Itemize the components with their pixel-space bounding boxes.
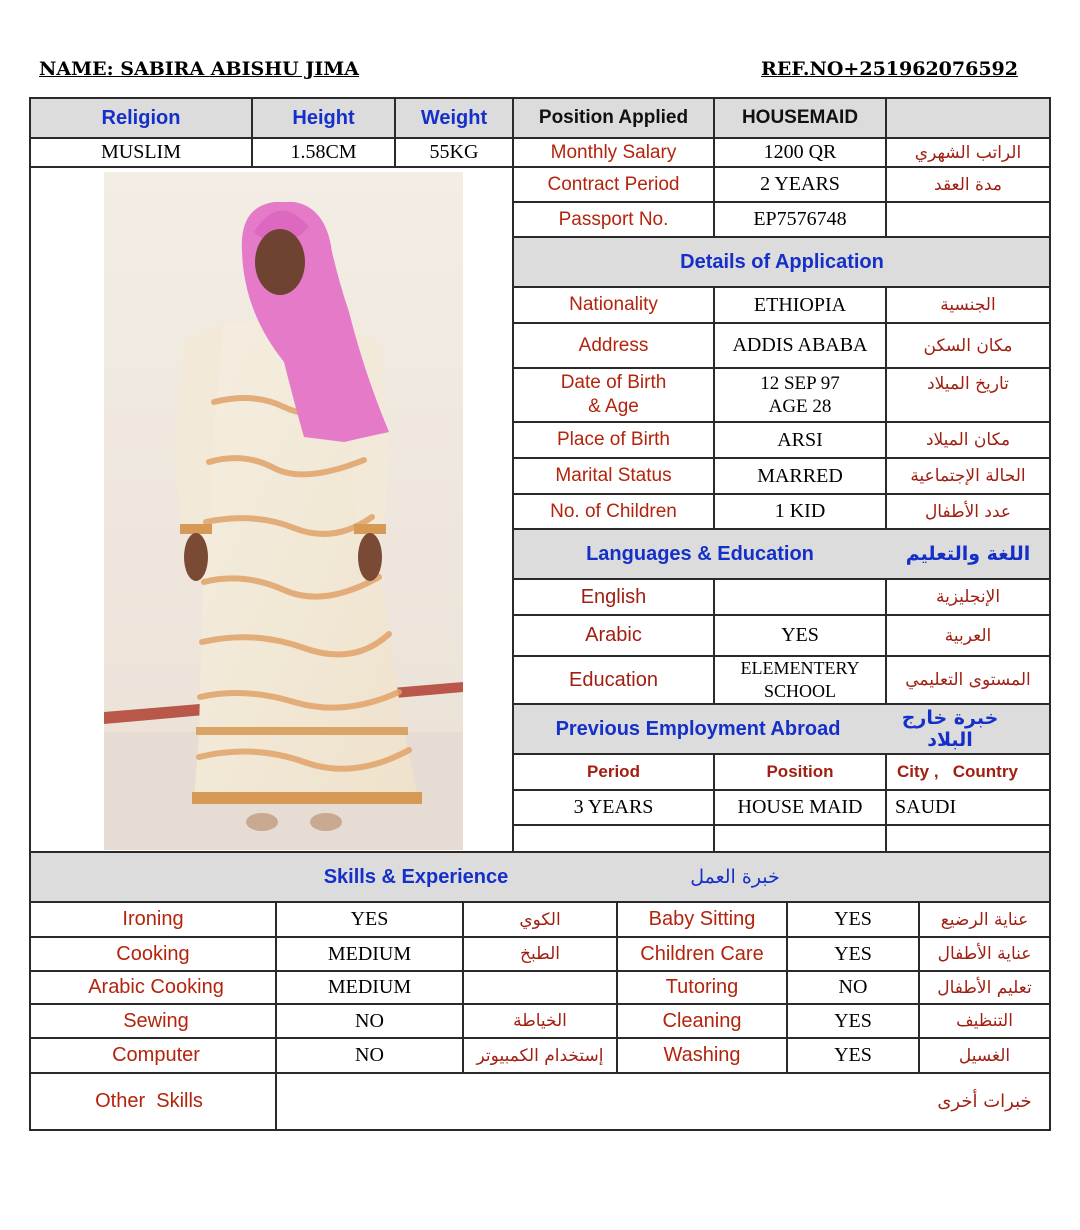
candidate-name: NAME: SABIRA ABISHU JIMA (39, 58, 360, 80)
skill-cleaning-arabic: التنظيف (956, 1011, 1013, 1031)
marital-status-arabic: الحالة الإجتماعية (910, 466, 1026, 486)
marital-status-label: Marital Status (555, 465, 672, 486)
education-arabic: المستوى التعليمي (905, 670, 1031, 690)
passport-label: Passport No. (558, 208, 669, 230)
skills-heading-band (30, 853, 1050, 902)
skill-baby-sitting-value: YES (834, 908, 872, 930)
arabic-arabic: العربية (944, 625, 992, 646)
english-value (715, 580, 885, 614)
skills-heading-arabic: خبرة العمل (690, 866, 780, 888)
place-of-birth-arabic: مكان الميلاد (925, 430, 1011, 450)
skill-tutoring-arabic: تعليم الأطفال (937, 977, 1032, 998)
monthly-salary-value: 1200 QR (763, 141, 837, 163)
place-of-birth-label: Place of Birth (557, 429, 670, 450)
nationality-value: ETHIOPIA (753, 293, 847, 316)
dob-label (514, 369, 713, 421)
employment-heading-arabic: خبرة خارج البلاد (901, 707, 999, 751)
skill-cooking-label: Cooking (116, 942, 190, 965)
grid-line (513, 824, 1051, 826)
children-label: No. of Children (550, 500, 677, 522)
religion-label: Religion (101, 106, 181, 129)
skill-washing-value: YES (834, 1044, 872, 1066)
skill-arabic-cooking-value: MEDIUM (327, 976, 412, 998)
children-value: 1 KID (774, 500, 826, 522)
education-value-line2: SCHOOL (763, 681, 836, 701)
dob-value (715, 369, 885, 421)
languages-heading-arabic: اللغة والتعليم (905, 543, 1031, 565)
skill-computer-arabic: إستخدام الكمبيوتر (476, 1045, 604, 1066)
weight-label: Weight (420, 106, 488, 129)
details-heading: Details of Application (680, 250, 884, 273)
education-label: Education (569, 668, 658, 691)
skill-children-care-arabic: عناية الأطفال (937, 944, 1032, 964)
skill-ironing-arabic: الكوي (519, 909, 561, 930)
height-label: Height (292, 106, 355, 129)
address-label: Address (578, 334, 649, 356)
height-value: 1.58CM (290, 141, 357, 163)
employment-heading: Previous Employment Abroad (555, 717, 841, 740)
employment-col-period: Period (587, 762, 640, 781)
arabic-label: Arabic (585, 624, 642, 646)
dob-age: AGE 28 (768, 396, 832, 417)
address-value: ADDIS ABABA (732, 334, 868, 356)
arabic-value: YES (781, 624, 819, 646)
skill-sewing-value: NO (355, 1009, 384, 1032)
skill-children-care-value: YES (834, 942, 872, 965)
marital-status-value: MARRED (757, 464, 843, 487)
candidate-photo (104, 172, 463, 850)
skill-washing-label: Washing (663, 1044, 741, 1066)
weight-value: 55KG (429, 141, 479, 163)
english-arabic: الإنجليزية (935, 587, 1001, 607)
contract-period-value: 2 YEARS (760, 173, 840, 195)
skill-children-care-label: Children Care (640, 942, 764, 965)
employment-position-value: HOUSE MAID (737, 796, 863, 818)
nationality-arabic: الجنسية (940, 295, 996, 315)
employment-col-position: Position (766, 762, 834, 781)
skill-tutoring-label: Tutoring (665, 976, 739, 998)
skill-cleaning-value: YES (834, 1009, 872, 1032)
employment-country-value: SAUDI (895, 796, 957, 818)
skill-cleaning-label: Cleaning (662, 1009, 742, 1032)
employment-period-value: 3 YEARS (573, 796, 654, 818)
grid-line (885, 97, 887, 237)
other-skills-arabic: خبرات أخرى (937, 1091, 1032, 1112)
reference-number: REF.NO+251962076592 (761, 58, 1018, 80)
nationality-label: Nationality (569, 294, 658, 315)
skill-ironing-value: YES (350, 908, 389, 930)
skill-arabic-cooking-label: Arabic Cooking (88, 976, 224, 998)
skill-baby-sitting-label: Baby Sitting (648, 908, 756, 930)
skill-computer-value: NO (355, 1044, 384, 1066)
education-value-line1: ELEMENTERY (740, 658, 860, 678)
skill-sewing-label: Sewing (123, 1009, 189, 1032)
monthly-salary-arabic: الراتب الشهري (914, 142, 1022, 163)
employment-col-city-country: City , Country (897, 762, 1018, 781)
skill-cooking-arabic: الطبخ (520, 944, 560, 964)
education-value (715, 657, 885, 703)
other-skills-label: Other Skills (95, 1090, 203, 1112)
dob-label-line1: Date of Birth (560, 372, 667, 393)
dob-label-line2: & Age (588, 396, 639, 417)
monthly-salary-label: Monthly Salary (550, 141, 677, 163)
skill-washing-arabic: الغسيل (958, 1045, 1011, 1066)
skill-ironing-label: Ironing (122, 908, 184, 930)
position-applied-value: HOUSEMAID (741, 107, 859, 128)
skill-computer-label: Computer (112, 1044, 200, 1066)
english-label: English (580, 585, 647, 608)
skill-tutoring-value: NO (838, 976, 868, 998)
contract-period-arabic: مدة العقد (934, 174, 1002, 195)
skill-baby-sitting-arabic: عناية الرضيع (940, 909, 1029, 930)
children-arabic: عدد الأطفال (924, 501, 1012, 522)
skill-cooking-value: MEDIUM (327, 942, 412, 965)
languages-heading: Languages & Education (586, 542, 814, 565)
passport-value: EP7576748 (753, 208, 847, 230)
dob-arabic: تاريخ الميلاد (927, 374, 1009, 394)
skills-heading: Skills & Experience (323, 865, 509, 888)
place-of-birth-value: ARSI (777, 428, 823, 451)
skill-sewing-arabic: الخياطة (513, 1011, 567, 1031)
grid-line (29, 851, 1051, 853)
religion-value: MUSLIM (100, 141, 181, 163)
position-applied-label: Position Applied (538, 107, 689, 128)
contract-period-label: Contract Period (547, 173, 680, 195)
dob-date: 12 SEP 97 (760, 373, 840, 394)
address-arabic: مكان السكن (923, 335, 1013, 356)
grid-line (29, 1129, 1051, 1131)
